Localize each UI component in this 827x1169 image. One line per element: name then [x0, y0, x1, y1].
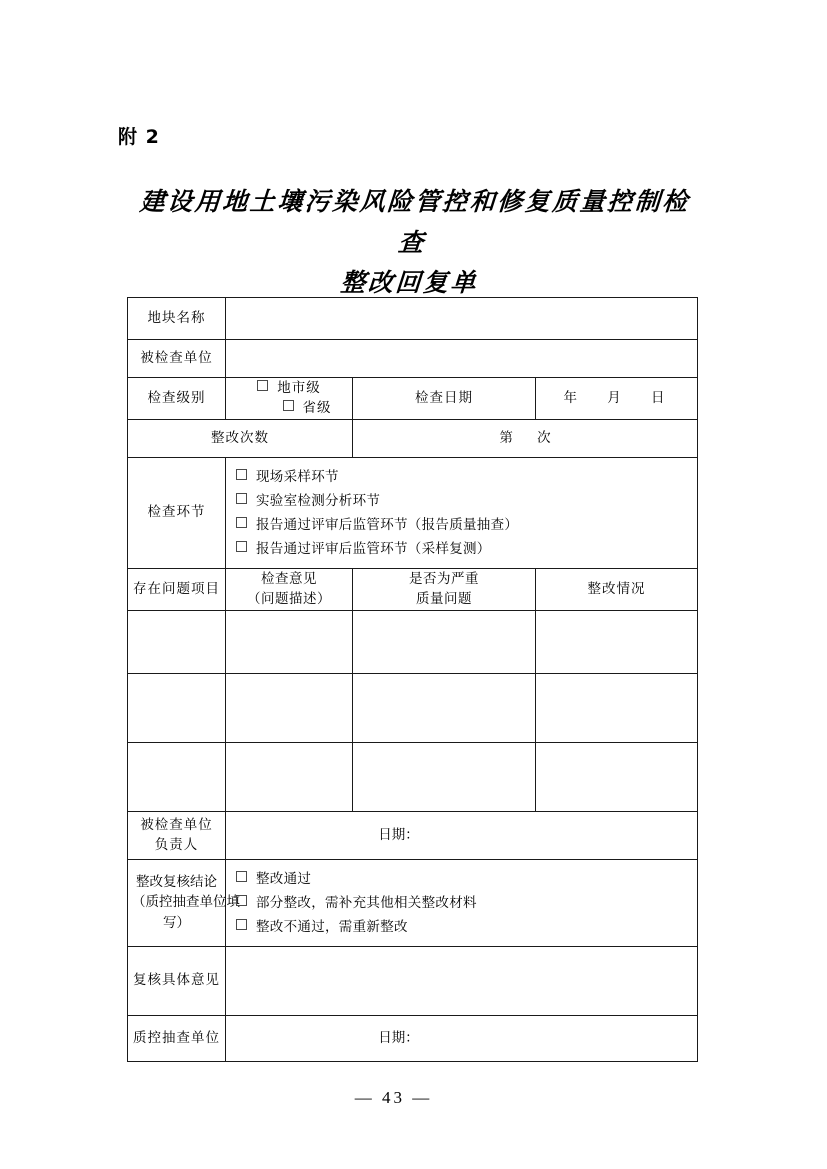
cell-inspection-opinion[interactable] [226, 610, 353, 673]
cell-problem-item[interactable] [128, 610, 226, 673]
checkbox-label-province-level: 省级 [302, 400, 332, 417]
checkbox-option-rectification-passed[interactable] [236, 867, 697, 891]
checkbox-label-lab-analysis: 实验室检测分析环节 [256, 492, 381, 509]
cell-is-serious[interactable] [353, 673, 536, 742]
header-is-serious [353, 568, 536, 610]
row-inspection-stage [128, 457, 698, 568]
checkbox-label-rectification-passed: 整改通过 [256, 870, 312, 887]
title-line-2: 整改回复单 [339, 268, 479, 297]
cell-rectification-status[interactable] [536, 610, 698, 673]
checkbox-icon[interactable] [236, 469, 247, 480]
checkbox-icon[interactable] [236, 517, 247, 528]
header-is-serious-line2: 质量问题 [416, 591, 472, 608]
checkbox-icon[interactable] [257, 380, 268, 391]
checkbox-icon[interactable] [236, 493, 247, 504]
cell-problem-item[interactable] [128, 742, 226, 811]
checkbox-option-partial-rectification[interactable] [236, 891, 697, 915]
review-conclusion-options [226, 859, 698, 946]
header-inspection-opinion [226, 568, 353, 610]
label-inspection-level: 检查级别 [128, 378, 226, 420]
row-rectification-count [128, 419, 698, 457]
value-review-detail[interactable] [226, 946, 698, 1015]
header-rectification-status: 整改情况 [536, 568, 698, 610]
checkbox-icon[interactable] [236, 895, 247, 906]
label-inspection-stage: 检查环节 [128, 457, 226, 568]
label-inspection-date: 检查日期 [353, 378, 536, 420]
value-inspected-unit[interactable] [226, 340, 698, 378]
header-problem-item: 存在问题项目 [128, 568, 226, 610]
checkbox-option-site-sampling[interactable] [236, 465, 697, 489]
label-qc-unit: 质控抽查单位 [128, 1015, 226, 1061]
row-qc-unit [128, 1015, 698, 1061]
row-plot-name [128, 298, 698, 340]
page-title [123, 182, 701, 304]
checkbox-option-province-level[interactable] [283, 398, 332, 418]
problem-table-header-row [128, 568, 698, 610]
row-review-conclusion [128, 859, 698, 946]
attachment-label: 附 2 [118, 126, 160, 148]
inspection-level-options [226, 378, 353, 420]
label-rectification-count: 整改次数 [128, 419, 353, 457]
cell-rectification-status[interactable] [536, 742, 698, 811]
checkbox-label-post-review-report-quality: 报告通过评审后监管环节（报告质量抽查） [256, 516, 519, 533]
checkbox-label-post-review-resampling: 报告通过评审后监管环节（采样复测） [256, 540, 491, 557]
value-inspection-date[interactable] [536, 378, 698, 420]
checkbox-icon[interactable] [236, 541, 247, 552]
row-inspection-level-date [128, 378, 698, 420]
cell-is-serious[interactable] [353, 742, 536, 811]
table-row [128, 610, 698, 673]
row-inspected-unit [128, 340, 698, 378]
label-inspected-unit-head-line1: 被检查单位 [140, 816, 213, 833]
label-plot-name: 地块名称 [128, 298, 226, 340]
cell-rectification-status[interactable] [536, 673, 698, 742]
checkbox-label-city-level: 地市级 [277, 380, 321, 396]
header-is-serious-line1: 是否为严重 [409, 570, 479, 587]
checkbox-label-partial-rectification: 部分整改，需补充其他相关整改材料 [256, 894, 477, 911]
label-review-conclusion [128, 859, 240, 946]
cell-inspection-opinion[interactable] [226, 673, 353, 742]
label-inspected-unit: 被检查单位 [128, 340, 226, 378]
label-review-conclusion-line2: （质控抽查单位填 [132, 894, 240, 911]
label-review-conclusion-line3: 写） [163, 914, 190, 931]
inspection-date-ymd: 年 月 日 [563, 390, 678, 407]
label-inspected-unit-head [128, 811, 226, 859]
checkbox-label-site-sampling: 现场采样环节 [256, 468, 339, 485]
checkbox-option-city-level[interactable] [257, 378, 321, 398]
cell-inspection-opinion[interactable] [226, 742, 353, 811]
checkbox-icon[interactable] [236, 919, 247, 930]
cell-problem-item[interactable] [128, 673, 226, 742]
inspection-stage-options [226, 457, 698, 568]
label-review-detail: 复核具体意见 [128, 946, 226, 1015]
header-inspection-opinion-line1: 检查意见 [261, 570, 317, 587]
title-line-1: 建设用地土壤污染风险管控和修复质量控制检查 [138, 187, 691, 257]
rectification-form-table [127, 297, 698, 1062]
table-row [128, 673, 698, 742]
cell-is-serious[interactable] [353, 610, 536, 673]
checkbox-option-post-review-report-quality[interactable] [236, 513, 697, 537]
value-qc-unit-date[interactable]: 日期： [226, 1015, 698, 1061]
checkbox-option-post-review-resampling[interactable] [236, 537, 697, 561]
checkbox-label-rectification-failed: 整改不通过，需重新整改 [256, 918, 408, 935]
label-inspected-unit-head-line2: 负责人 [154, 837, 199, 854]
table-row [128, 742, 698, 811]
row-review-detail [128, 946, 698, 1015]
value-rectification-count[interactable]: 第 次 [353, 419, 698, 457]
header-inspection-opinion-line2: （问题描述） [247, 591, 331, 608]
row-inspected-unit-head [128, 811, 698, 859]
checkbox-option-rectification-failed[interactable] [236, 915, 697, 939]
label-review-conclusion-line1: 整改复核结论 [136, 874, 217, 891]
page-number: — 43 — [354, 1088, 433, 1107]
checkbox-icon[interactable] [236, 871, 247, 882]
checkbox-icon[interactable] [283, 400, 294, 411]
value-inspected-unit-head-date[interactable]: 日期： [226, 811, 698, 859]
value-plot-name[interactable] [226, 298, 698, 340]
checkbox-option-lab-analysis[interactable] [236, 489, 697, 513]
